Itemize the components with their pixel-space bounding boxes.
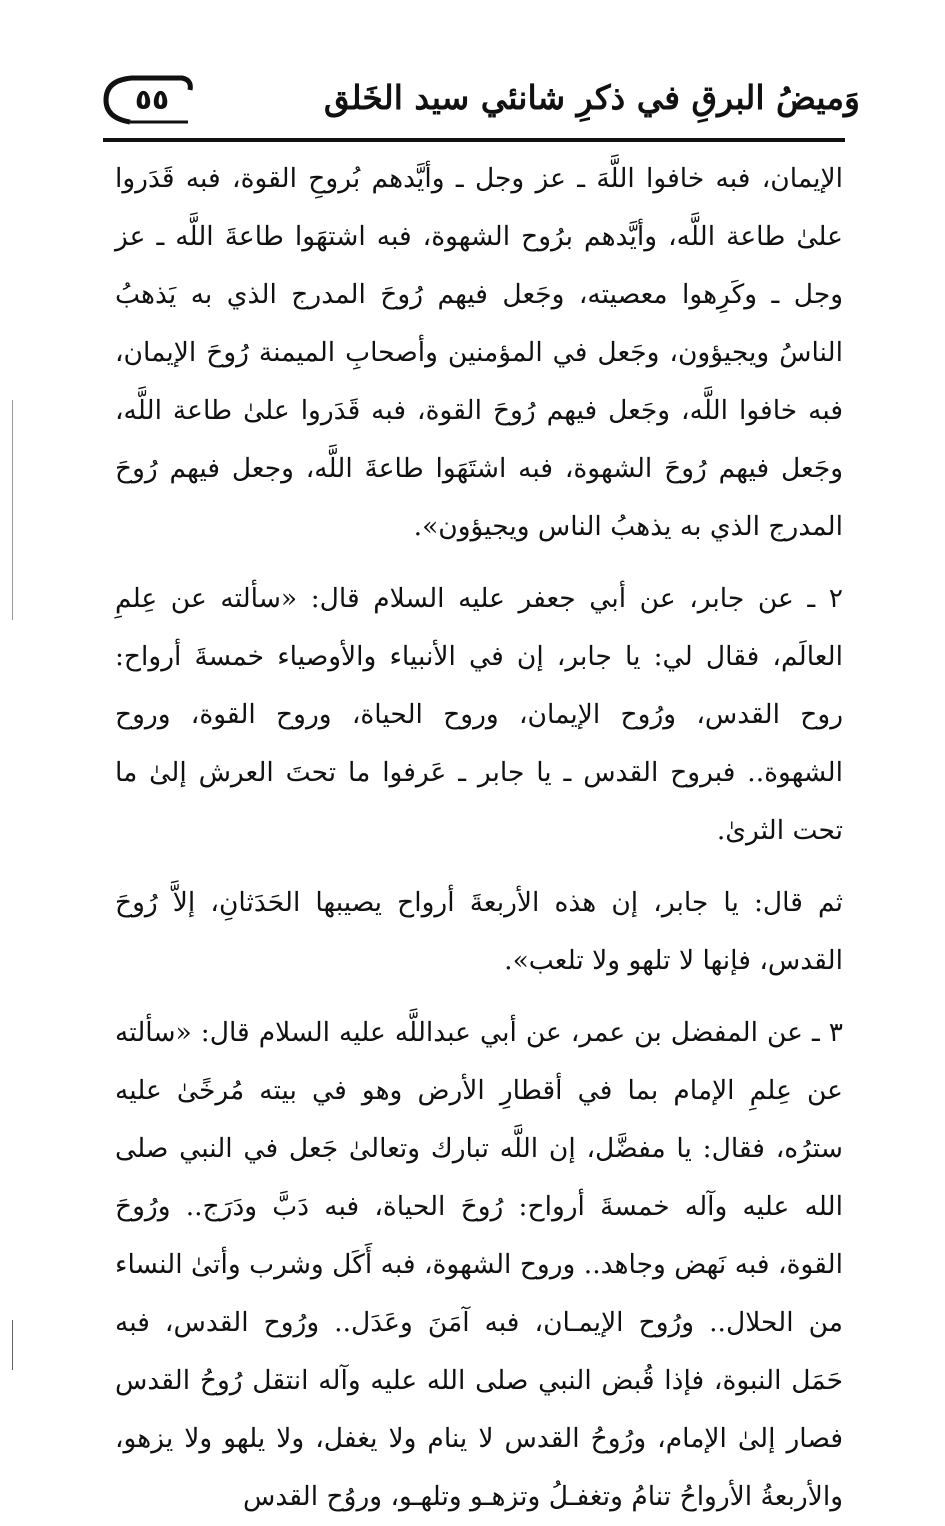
page-number-badge — [100, 70, 195, 130]
paragraph-1: الإيمان، فبه خافوا اللَّهَ ـ عز وجل ـ وأيَّدهم بُروحِ القوة، فبه قَدَروا علىٰ طاعة اللَّه، وأيَّدهم برُوح الشهوة، فبه اشتهَوا طاعةَ اللَّه ـ عز وجل ـ وكَرِهوا معصيته، وجَعل فيهم رُوحَ المدرج الذي به يَذهبُ الناسُ ويجيؤون، وجَعل في المؤمنين وأصحابِ الميمنة رُوحَ الإيمان، فبه خافوا اللَّه، وجَعل فيهم رُوحَ القوة، فبه قَدَروا علىٰ طاعة اللَّه، وجَعل فيهم رُوحَ الشهوة، فبه اشتَهَوا طاعةَ اللَّه، وجعل فيهم رُوحَ المدرج الذي به يذهبُ الناس ويجيؤون». — [115, 163, 843, 542]
paragraph-2: ٢ ـ عن جابر، عن أبي جعفر عليه السلام قال: «سألته عن عِلمِ العالَم، فقال لي: يا جابر، إن في الأنبياء والأوصياء خمسةَ أرواح: روح القدس، ورُوح الإيمان، وروح الحياة، وروح القوة، وروح الشهوة.. فبروح القدس ـ يا جابر ـ عَرفوا ما تحتَ العرش إلىٰ ما تحت الثرىٰ. — [115, 583, 843, 846]
main-text — [115, 150, 843, 1526]
header-divider — [103, 138, 845, 142]
scan-edge-line-bottom — [12, 1320, 13, 1370]
scan-edge-line — [12, 400, 13, 620]
book-title: وَميضُ البرقِ في ذكرِ شانئي سيد الخَلق — [323, 78, 860, 117]
paragraph-4: ٣ ـ عن المفضل بن عمر، عن أبي عبداللَّه عليه السلام قال: «سألته عن عِلمِ الإمام بما في أقطارِ الأرض وهو في بيته مُرخًىٰ عليه سترُه، فقال: يا مفضَّل، إن اللَّه تبارك وتعالىٰ جَعل في النبي صلى الله عليه وآله خمسةَ أرواح: رُوحَ الحياة، فبه دَبَّ ودَرَج.. ورُوحَ القوة، فبه نَهض وجاهد.. وروح الشهوة، فبه أَكَل وشرب وأتىٰ النساء من الحلال.. ورُوح الإيمـان، فبه آمَنَ وعَدَل.. ورُوح القدس، فبه حَمَل النبوة، فإذا قُبض النبي صلى الله عليه وآله انتقل رُوحُ القدس فصار إلىٰ الإمام، ورُوحُ القدس لا ينام ولا يغفل، ولا يلهو ولا يزهو، والأربعةُ الأرواحُ تنامُ وتغفـلُ وتزهـو وتلهـو، وروُح القدس — [115, 1017, 843, 1512]
paragraph-3: ثم قال: يا جابر، إن هذه الأربعةَ أرواح يصيبها الحَدَثانِ، إلاَّ رُوحَ القدس، فإنها لا تلهو ولا تلعب». — [115, 887, 843, 976]
page-number: ٥٥ — [134, 83, 170, 116]
